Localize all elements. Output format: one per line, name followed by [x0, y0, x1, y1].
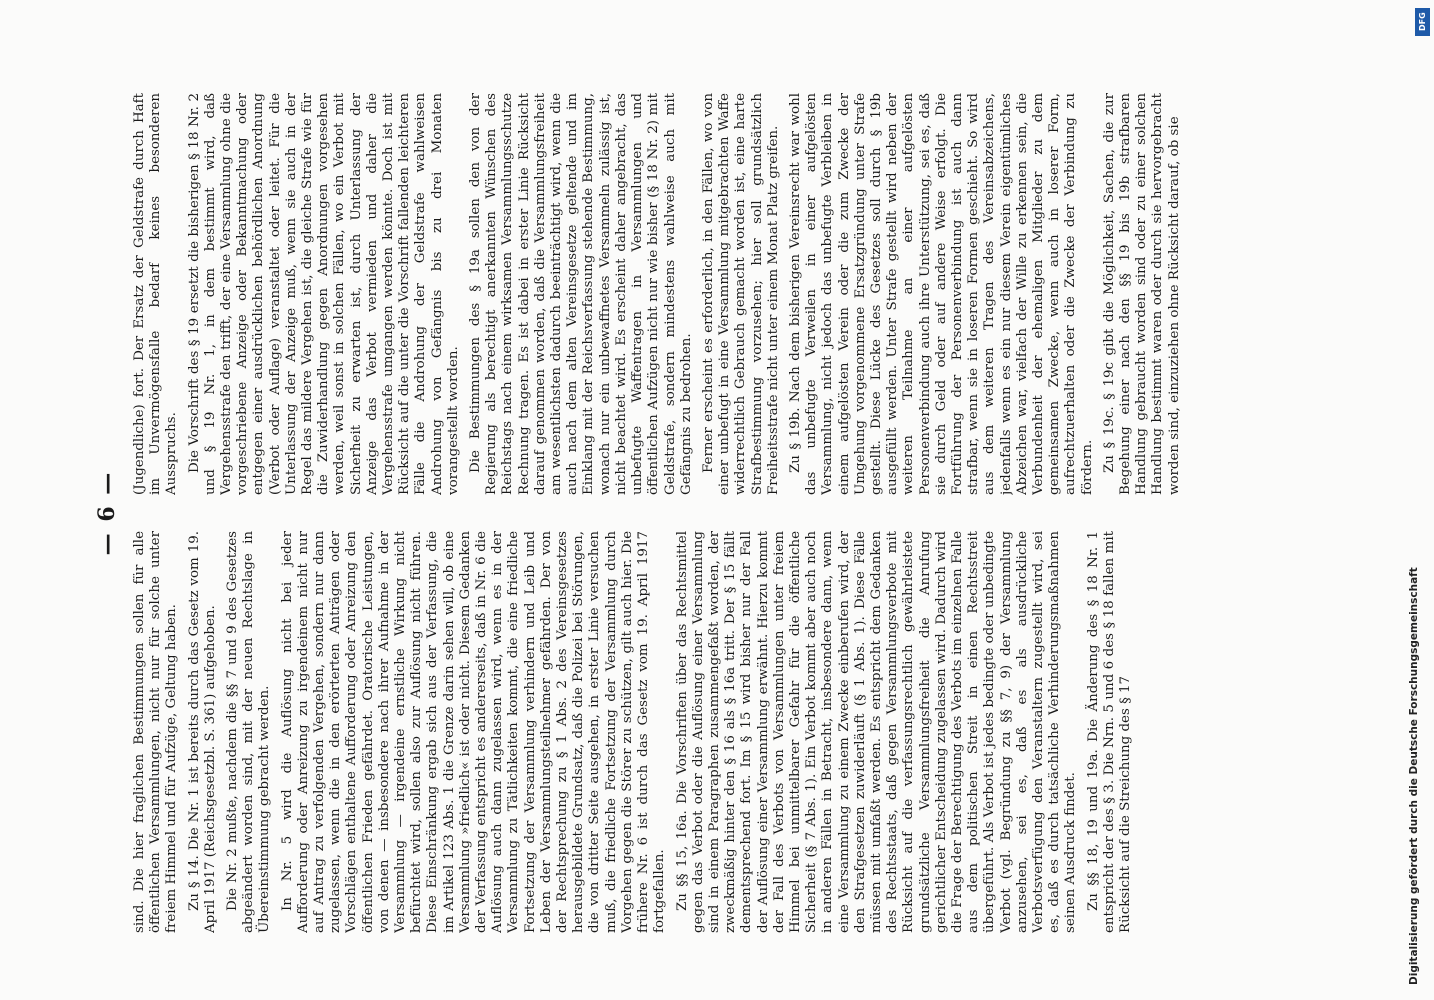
left-text-column: [132, 531, 1302, 933]
rotated-document-page: [92, 93, 1306, 933]
paragraph: Die Vorschrift des § 19 ersetzt die bisherigen § 18 Nr. 2 und § 19 Nr. 1, in dem bestimmt wird, daß Vergehensstrafe den trifft, der eine Versammlung ohne die vorgeschriebene Anzeige oder Bekanntmachung oder entgegen einer ausdrücklichen behördlichen Anordnung (Verbot oder Auflage) veranstaltet oder leitet. Für die Unterlassung der Anzeige muß, wenn sie auch in der Regel das mildere Vergehen ist, die gleiche Strafe wie für die Zuwiderhandlung gegen Anordnungen vorgesehen werden, weil sonst in solchen Fällen, wo ein Verbot mit Sicherheit zu erwarten ist, durch Unterlassung der Anzeige das Verbot vermieden und daher die Vergehensstrafe umgangen werden könnte. Doch ist mit Rücksicht auf die unter die Vorschrift fallenden leichteren Fälle die Androhung der Geldstrafe wahlweisen Androhung von Gefängnis bis zu drei Monaten vorangestellt worden.: [186, 93, 461, 495]
paragraph: In Nr. 5 wird die Auflösung nicht bei jeder Aufforderung oder Anreizung zu irgendeinem nicht nur auf Antrag zu verfolgenden Vergehen, sondern nur dann zugelassen, wenn die in den erörterten Anträgen oder Vorschlägen enthaltene Aufforderung oder Anreizung den öffentlichen Frieden gefährdet. Oratorische Leistungen, von denen — insbesondere nach ihrer Aufnahme in der Versammlung — irgendeine ernstliche Wirkung nicht befürchtet wird, sollen also zur Auflösung nicht führen. Diese Einschränkung ergab sich aus der Verfassung, die im Artikel 123 Abs. 1 die Grenze darin sehen will, ob eine Versammlung »friedlich« ist oder nicht. Diesem Gedanken der Verfassung entspricht es andererseits, daß in Nr. 6 die Auflösung auch dann zugelassen wird, wenn es in der Versammlung zu Tätlichkeiten kommt, die eine friedliche Fortsetzung der Versammlung verhindern und Leib und Leben der Versammlungsteilnehmer gefährden. Der von der Rechtsprechung zu § 1 Abs. 2 des Vereinsgesetzes herausgebildete Grundsatz, daß die Polizei bei Störungen, die von dritter Seite ausgehen, in erster Linie versuchen muß, die friedliche Fortsetzung der Versammlung durch Vorgehen gegen die Störer zu schützen, gilt auch hier. Die frühere Nr. 6 ist durch das Gesetz vom 19. April 1917 fortgefallen.: [279, 531, 668, 933]
paragraph: (Jugendliche) fort. Der Ersatz der Geldstrafe durch Haft im Unvermögensfalle bedarf keines besonderen Ausspruchs.: [132, 93, 180, 495]
dfg-logo: DFG: [1415, 8, 1430, 36]
paragraph: Zu § 14. Die Nr. 1 ist bereits durch das Gesetz vom 19. April 1917 (Reichsgesetzbl. S. 361) aufgehoben.: [186, 531, 218, 933]
page-number: — 6 —: [94, 470, 120, 556]
paragraph: Zu §§ 18, 19 und 19a. Die Änderung des § 18 Nr. 1 entspricht der des § 3. Die Nrn. 5 und 6 des § 18 fallen mit Rücksicht auf die Streichung des § 17: [1085, 531, 1133, 933]
paragraph: Ferner erscheint es erforderlich, in den Fällen, wo von einer unbefugt in eine Versammlung mitgebrachten Waffe widerrechtlich Gebrauch gemacht worden ist, eine harte Strafbestimmung vorzusehen; hier soll grundsätzlich Freiheitsstrafe nicht unter einem Monat Platz greifen.: [700, 93, 781, 495]
paragraph: Die Nr. 2 mußte, nachdem die §§ 7 und 9 des Gesetzes abgeändert worden sind, mit der neuen Rechtslage in Übereinstimmung gebracht werden.: [225, 531, 273, 933]
paragraph: Zu § 19c. § 19c gibt die Möglichkeit, Sachen, die zur Begehung einer nach den §§ 19 bis 19b strafbaren Handlung gebraucht worden sind oder zu einer solchen Handlung bestimmt waren oder durch sie hervorgebracht worden sind, einzuziehen ohne Rücksicht darauf, ob sie: [1101, 93, 1182, 495]
right-text-column: [132, 93, 1302, 495]
digitization-credit: Digitalisierung gefördert durch die Deutsche Forschungsgemeinschaft: [1408, 567, 1420, 985]
paragraph: Die Bestimmungen des § 19a sollen den von der Regierung als berechtigt anerkannten Wünschen des Reichstags nach einem wirksamen Versammlungsschutze Rechnung tragen. Es ist dabei in erster Linie Rücksicht darauf genommen worden, daß die Versammlungsfreiheit am wesentlichsten dadurch beeinträchtigt wird, wenn die auch nach dem alten Vereinsgesetze geltende und im Einklang mit der Reichsverfassung stehende Bestimmung, wonach nur ein unbewaffnetes Versammeln zulässig ist, nicht beachtet wird. Es erscheint daher angebracht, das unbefugte Waffentragen in Versammlungen und öffentlichen Aufzügen nicht nur wie bisher (§ 18 Nr. 2) mit Geldstrafe, sondern mindestens wahlweise auch mit Gefängnis zu bedrohen.: [468, 93, 694, 495]
paragraph: Zu § 19b. Nach dem bisherigen Vereinsrecht war wohl das unbefugte Verweilen in einer aufgelösten Versammlung, nicht jedoch das unbefugte Verbleiben in einem aufgelösten Verein oder die zum Zwecke der Umgehung vorgenommene Ersatzgründung unter Strafe gestellt. Diese Lücke des Gesetzes soll durch § 19b ausgefüllt werden. Unter Strafe gestellt wird neben der weiteren Teilnahme an einer aufgelösten Personenverbindung auch ihre Unterstützung, sei es, daß sie durch Geld oder auf andere Weise erfolgt. Die Fortführung der Personenverbindung ist auch dann strafbar, wenn sie in loseren Formen geschieht. So wird aus dem weiteren Tragen des Vereinsabzeichens, jedenfalls wenn es ein nur diesem Verein eigentümliches Abzeichen war, vielfach der Wille zu erkennen sein, die Verbundenheit der ehemaligen Mitglieder zu dem gemeinsamen Zwecke, wenn auch in loserer Form, aufrechtzuerhalten oder die Zwecke der Verbindung zu fördern.: [787, 93, 1095, 495]
paragraph: Zu §§ 15, 16a. Die Vorschriften über das Rechtsmittel gegen das Verbot oder die Auflösung einer Versammlung sind in einem Paragraphen zusammengefaßt worden, der zweckmäßig hinter den § 16 als § 16a tritt. Der § 15 fällt dementsprechend fort. Im § 15 wird bisher nur der Fall der Auflösung einer Versammlung erwähnt. Hierzu kommt der Fall des Verbots von Versammlungen unter freiem Himmel bei unmittelbarer Gefahr für die öffentliche Sicherheit (§ 7 Abs. 1). Ein Verbot kommt aber auch noch in anderen Fällen in Betracht, insbesondere dann, wenn eine Versammlung zu einem Zwecke einberufen wird, der den Strafgesetzen zuwiderläuft (§ 1 Abs. 1). Diese Fälle müssen mit umfaßt werden. Es entspricht dem Gedanken des Rechtsstaats, daß gegen Versammlungsverbote mit Rücksicht auf die verfassungsrechtlich gewährleistete grundsätzliche Versammlungsfreiheit die Anrufung gerichtlicher Entscheidung zugelassen wird. Dadurch wird die Frage der Berechtigung des Verbots im einzelnen Falle aus dem politischen Streit in einen Rechtsstreit übergeführt. Als Verbot ist jedes bedingte oder unbedingte Verbot (vgl. Begründung zu §§ 7, 9) der Versammlung anzusehen, sei es, daß es als ausdrückliche Verbotsverfügung den Veranstaltern zugestellt wird, sei es, daß es durch tatsächliche Verhinderungsmaßnahmen seinen Ausdruck findet.: [674, 531, 1079, 933]
paragraph: sind. Die hier fraglichen Bestimmungen sollen für alle öffentlichen Versammlungen, nicht nur für solche unter freiem Himmel und für Aufzüge, Geltung haben.: [132, 531, 180, 933]
